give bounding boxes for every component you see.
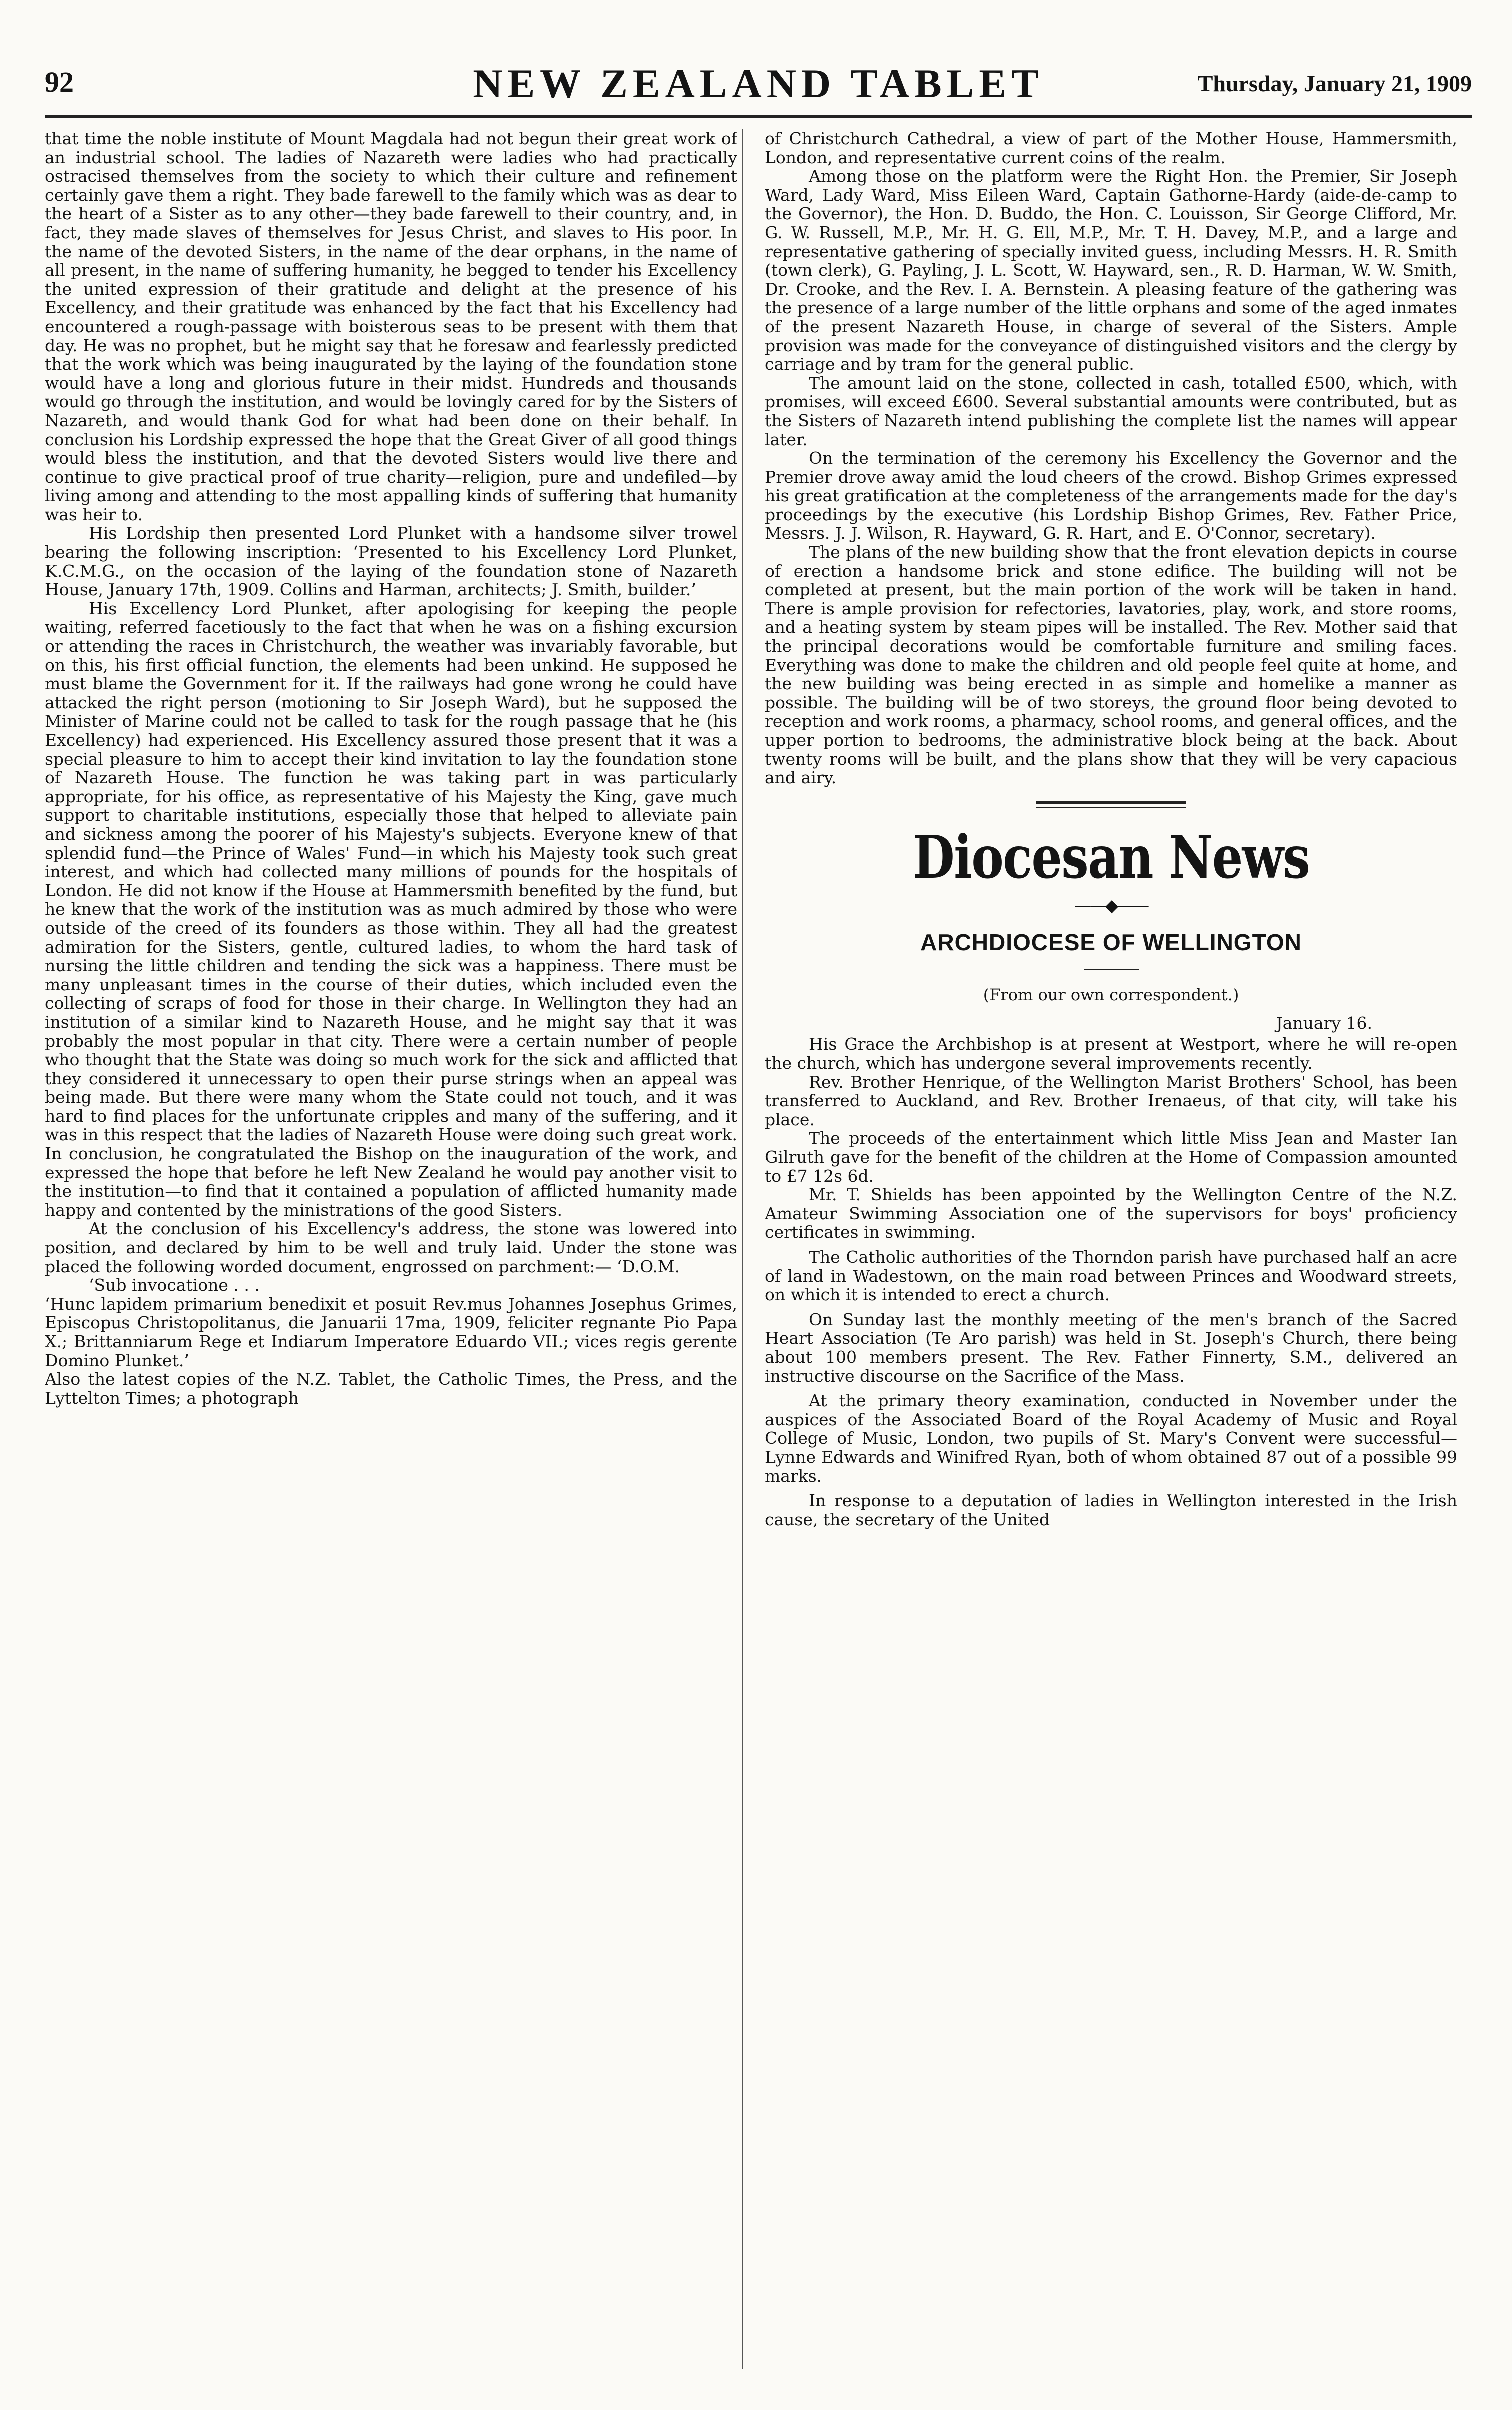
byline: (From our own correspondent.) bbox=[983, 985, 1240, 1005]
page-header bbox=[45, 59, 1472, 118]
news-paragraph: Mr. T. Shields has been appointed by the Wellington Centre of the N.Z. Amateur Swimming Association one of the supervisors for boys' proficiency certificates in swimming. bbox=[765, 1185, 1458, 1242]
news-paragraph: On Sunday last the monthly meeting of the men's branch of the Sacred Heart Association (Te Aro parish) was held in St. Joseph's Church, there being about 100 members present. The Rev. Father Finnerty, S.M., delivered an instructive discourse on the Sacrifice of the Mass. bbox=[765, 1309, 1458, 1386]
article-paragraph: Also the latest copies of the N.Z. Tablet, the Catholic Times, the Press, and the Lyttelton Times; a photograph bbox=[45, 1369, 738, 1408]
page-number: 92 bbox=[45, 66, 74, 98]
news-paragraph: The proceeds of the entertainment which little Miss Jean and Master Ian Gilruth gave for the benefit of the children at the Home of Compassion amounted to £7 12s 6d. bbox=[765, 1128, 1458, 1186]
article-paragraph: of Christchurch Cathedral, a view of part of the Mother House, Hammersmith, London, and representative current coins of the realm. bbox=[765, 129, 1458, 167]
section-divider bbox=[1036, 801, 1186, 808]
article-paragraph: On the termination of the ceremony his Excellency the Governor and the Premier drove away amid the loud cheers of the crowd. Bishop Grimes expressed his great gratification at the completeness of the arrangements made for the day's proceedings by the executive (his Lordship Bishop Grimes, Rev. Father Price, Messrs. J. J. Wilson, R. Hayward, G. R. Hart, and E. O'Connor, secretary). bbox=[765, 448, 1458, 543]
short-rule bbox=[1084, 969, 1139, 970]
column-divider bbox=[742, 129, 744, 2369]
ornament-divider: ——◆—— bbox=[1074, 896, 1148, 916]
article-paragraph: His Excellency Lord Plunket, after apologising for keeping the people waiting, referred facetiously to the fact that when he was on a fishing excursion or attending the races in Christchurch, the weather was invariably favorable, but on this, his first official function, the elements had been unkind. He supposed he must blame the Government for it. If the railways had gone wrong he could have attacked the right person (motioning to Sir Joseph Ward), but he supposed the Minister of Marine could not be called to task for the rough passage that he (his Excellency) had experienced. His Excellency assured those present that it was a special pleasure to him to accept their kind invitation to lay the foundation stone of Nazareth House. The function he was taking part in was particularly appropriate, for his office, as representative of his Majesty the King, gave much support to charitable institutions, especially those that helped to alleviate pain and sickness among the poorer of his Majesty's subjects. Everyone knew of that splendid fund—the Prince of Wales' Fund—in which his Majesty took such great interest, and which had collected many millions of pounds for the hospitals of London. He did not know if the House at Hammersmith benefited by the fund, but he knew that the work of the institution was as much admired by those who were outside of the creed of its founders as those within. They all had the greatest admiration for the Sisters, gentle, cultured ladies, to whom the hard task of nursing the little children and tending the sick was a happiness. There must be many unpleasant times in the course of their duties, which included even the collecting of scraps of food for those in their charge. In Wellington they had an institution of a similar kind to Nazareth House, and he might say that it was probably the most popular in that city. There were a certain number of people who thought that the State was doing so much work for the sick and afflicted that they considered it unnecessary to open their purse strings when an appeal was being made. But there were many whom the State could not touch, and it was hard to find places for the unfortunate cripples and many of the suffering, and it was in this respect that the ladies of Nazareth House were doing such great work. In conclusion, he congratulated the Bishop on the inauguration of the work, and expressed the hope that before he left New Zealand he would pay another visit to the institution—to find that it contained a population of afflicted humanity made happy and contented by the ministrations of the good Sisters. bbox=[45, 598, 738, 1220]
news-paragraph: At the primary theory examination, conducted in November under the auspices of the Associated Board of the Royal Academy of Music and Royal College of Music, London, two pupils of St. Mary's Convent were successful—Lynne Edwards and Winifred Ryan, both of whom obtained 87 out of a possible 99 marks. bbox=[765, 1391, 1458, 1486]
subsection-title: ARCHDIOCESE OF WELLINGTON bbox=[920, 929, 1302, 956]
article-paragraph: The amount laid on the stone, collected in cash, totalled £500, which, with promises, will exceed £600. Several substantial amounts were contributed, but as the Sisters of Nazareth intend publishing the complete list the names will appear later. bbox=[765, 373, 1458, 449]
latin-document-line: ‘Sub invocatione . . . bbox=[89, 1275, 260, 1295]
article-paragraph: Among those on the platform were the Right Hon. the Premier, Sir Joseph Ward, Lady Ward, Miss Eileen Ward, Captain Gathorne-Hardy (aide-de-camp to the Governor), the Hon. D. Buddo, the Hon. C. Louisson, Sir George Clifford, Mr. G. W. Russell, M.P., Mr. H. G. Ell, M.P., Mr. T. H. Davey, M.P., and a large and representative gathering of specially invited guess, including Messrs. H. R. Smith (town clerk), G. Payling, J. L. Scott, W. Hayward, sen., R. D. Harman, W. W. Smith, Dr. Crooke, and the Rev. I. A. Bernstein. A pleasing feature of the gathering was the presence of a large number of the little orphans and some of the aged inmates of the present Nazareth House, in charge of several of the Sisters. Ample provision was made for the conveyance of distinguished visitors and the clergy by carriage and by tram for the general public. bbox=[765, 166, 1458, 374]
latin-document-text: ‘Hunc lapidem primarium benedixit et posuit Rev.mus Johannes Josephus Grimes, Episcopus Christopolitanus, die Januarii 17ma, 1909, feliciter regnante Pio Papa X.; Brittanniarum Rege et Indiarum Imperatore Eduardo VII.; vices regis gerente Domino Plunket.’ bbox=[45, 1294, 738, 1370]
article-paragraph: that time the noble institute of Mount Magdala had not begun their great work of an industrial school. The ladies of Nazareth were ladies who had practically ostracised themselves from the society to which their culture and refinement certainly gave them a right. They bade farewell to the family which was as dear to the heart of a Sister as to any other—they bade farewell to their country, and, in fact, they made slaves of themselves for Jesus Christ, and slaves to His poor. In the name of the devoted Sisters, in the name of the dear orphans, in the name of all present, in the name of suffering humanity, he begged to tender his Excellency the united expression of their gratitude and delight at the presence of his Excellency, and their gratitude was enhanced by the fact that his Excellency had encountered a rough-passage with boisterous seas to be present with them that day. He was no prophet, but he might say that he foresaw and fearlessly predicted that the work which was being inaugurated by the laying of the foundation stone would have a long and glorious future in their midst. Hundreds and thousands would go through the institution, and would be lovingly cared for by the Sisters of Nazareth, and would thank God for what had been done on their behalf. In conclusion his Lordship expressed the hope that the Great Giver of all good things would bless the institution, and that the devoted Sisters would live there and continue to give practical proof of true charity—religion, pure and undefiled—by living among and attending to the most appalling kinds of suffering that humanity was heir to. bbox=[45, 129, 738, 524]
dateline: January 16. bbox=[1276, 1013, 1372, 1033]
news-paragraph: The Catholic authorities of the Thorndon parish have purchased half an acre of land in Wadestown, on the main road between Princes and Woodward streets, on which it is intended to erect a church. bbox=[765, 1247, 1458, 1305]
news-paragraph: His Grace the Archbishop is at present at Westport, where he will re-open the church, which has undergone several improvements recently. bbox=[765, 1034, 1458, 1073]
left-column bbox=[45, 129, 738, 2379]
news-paragraph: In response to a deputation of ladies in Wellington interested in the Irish cause, the secretary of the United bbox=[765, 1491, 1458, 1529]
article-paragraph: His Lordship then presented Lord Plunket with a handsome silver trowel bearing the following inscription: ‘Presented to his Excellency Lord Plunket, K.C.M.G., on the occasion of the laying of the foundation stone of Nazareth House, January 17th, 1909. Collins and Harman, architects; J. Smith, builder.’ bbox=[45, 523, 738, 600]
news-paragraph: Rev. Brother Henrique, of the Wellington Marist Brothers' School, has been transferred to Auckland, and Rev. Brother Irenaeus, of that city, will take his place. bbox=[765, 1072, 1458, 1129]
article-paragraph: The plans of the new building show that the front elevation depicts in course of erection a handsome brick and stone edifice. The building will not be completed at present, but the main portion of the work will be taken in hand. There is ample provision for refectories, lavatories, play, work, and store rooms, and a heating system by steam pipes will be installed. The Rev. Mother said that the principal decorations would be comfortable furniture and smiling faces. Everything was done to make the children and old people feel quite at home, and the new building was being erected in as simple and homelike a manner as possible. The building will be of two storeys, the ground floor being devoted to reception and work rooms, a pharmacy, school rooms, and general offices, and the upper portion to bedrooms, the administrative block being at the back. About twenty rooms will be built, and the plans show that they will be very capacious and airy. bbox=[765, 542, 1458, 788]
issue-date: Thursday, January 21, 1909 bbox=[1198, 71, 1472, 96]
right-column bbox=[765, 129, 1458, 2379]
article-paragraph: At the conclusion of his Excellency's address, the stone was lowered into position, and declared by him to be well and truly laid. Under the stone was placed the following worded document, engrossed on parchment:— ‘D.O.M. bbox=[45, 1219, 738, 1276]
masthead-title: NEW ZEALAND TABLET bbox=[473, 61, 1044, 106]
section-title: Diocesan News bbox=[912, 822, 1310, 892]
